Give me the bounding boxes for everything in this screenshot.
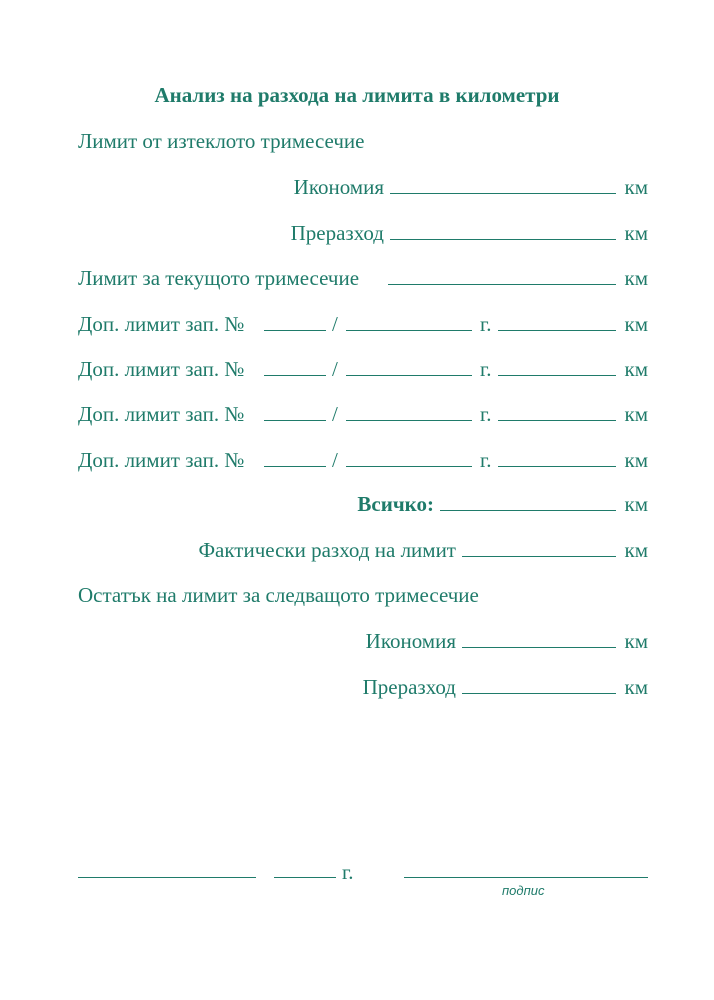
extra-limit-date-field[interactable] bbox=[346, 330, 472, 331]
place-field[interactable] bbox=[78, 877, 256, 878]
total-label: Всичко: bbox=[357, 492, 434, 516]
extra-limit-number-field[interactable] bbox=[264, 420, 326, 421]
slash: / bbox=[332, 357, 338, 381]
current-limit-field[interactable] bbox=[388, 284, 616, 285]
extra-limit-label: Доп. лимит зап. № bbox=[78, 312, 245, 336]
next-overrun-label: Преразход bbox=[362, 675, 456, 699]
extra-limit-label: Доп. лимит зап. № bbox=[78, 448, 245, 472]
extra-limit-date-field[interactable] bbox=[346, 466, 472, 467]
prev-overrun-unit: км bbox=[624, 221, 648, 245]
next-savings-label: Икономия bbox=[365, 629, 456, 653]
prev-savings-field[interactable] bbox=[390, 193, 616, 194]
current-limit-row bbox=[78, 265, 648, 291]
extra-limit-unit: км bbox=[624, 312, 648, 336]
extra-limit-label: Доп. лимит зап. № bbox=[78, 357, 245, 381]
next-overrun-field[interactable] bbox=[462, 693, 616, 694]
next-overrun-row bbox=[78, 674, 648, 700]
year-abbr: г. bbox=[480, 402, 492, 426]
extra-limit-row-2 bbox=[78, 356, 648, 382]
extra-limit-km-field[interactable] bbox=[498, 375, 616, 376]
extra-limit-date-field[interactable] bbox=[346, 375, 472, 376]
total-field[interactable] bbox=[440, 510, 616, 511]
prev-savings-label: Икономия bbox=[293, 175, 384, 199]
total-row bbox=[78, 491, 648, 517]
next-savings-field[interactable] bbox=[462, 647, 616, 648]
prev-overrun-field[interactable] bbox=[390, 239, 616, 240]
current-limit-unit: км bbox=[624, 266, 648, 290]
extra-limit-date-field[interactable] bbox=[346, 420, 472, 421]
extra-limit-number-field[interactable] bbox=[264, 375, 326, 376]
bottom-year-abbr: г. bbox=[342, 860, 354, 884]
year-abbr: г. bbox=[480, 312, 492, 336]
prev-overrun-label: Преразход bbox=[290, 221, 384, 245]
extra-limit-unit: км bbox=[624, 448, 648, 472]
slash: / bbox=[332, 402, 338, 426]
extra-limit-number-field[interactable] bbox=[264, 330, 326, 331]
signature-label: подпис bbox=[502, 883, 545, 898]
remainder-row bbox=[78, 582, 648, 608]
total-unit: км bbox=[624, 492, 648, 516]
prev-overrun-row bbox=[78, 220, 648, 246]
form-title: Анализ на разхода на лимита в километри bbox=[154, 83, 560, 107]
extra-limit-label: Доп. лимит зап. № bbox=[78, 402, 245, 426]
signature-field[interactable] bbox=[404, 877, 648, 878]
prev-limit-label: Лимит от изтеклото тримесечие bbox=[78, 129, 365, 153]
next-overrun-unit: км bbox=[624, 675, 648, 699]
extra-limit-row-3 bbox=[78, 401, 648, 427]
extra-limit-km-field[interactable] bbox=[498, 466, 616, 467]
extra-limit-number-field[interactable] bbox=[264, 466, 326, 467]
next-savings-row bbox=[78, 628, 648, 654]
prev-savings-unit: км bbox=[624, 175, 648, 199]
actual-usage-row bbox=[78, 537, 648, 563]
extra-limit-unit: км bbox=[624, 402, 648, 426]
year-abbr: г. bbox=[480, 357, 492, 381]
prev-savings-row bbox=[78, 174, 648, 200]
current-limit-label: Лимит за текущото тримесечие bbox=[78, 266, 360, 290]
slash: / bbox=[332, 312, 338, 336]
actual-usage-label: Фактически разход на лимит bbox=[198, 538, 456, 562]
extra-limit-km-field[interactable] bbox=[498, 420, 616, 421]
date-field[interactable] bbox=[274, 877, 336, 878]
extra-limit-km-field[interactable] bbox=[498, 330, 616, 331]
prev-limit-row bbox=[78, 128, 648, 154]
slash: / bbox=[332, 448, 338, 472]
remainder-label: Остатък на лимит за следващото тримесечие bbox=[78, 583, 479, 607]
extra-limit-row-4 bbox=[78, 447, 648, 473]
next-savings-unit: км bbox=[624, 629, 648, 653]
actual-usage-field[interactable] bbox=[462, 556, 616, 557]
year-abbr: г. bbox=[480, 448, 492, 472]
actual-usage-unit: км bbox=[624, 538, 648, 562]
extra-limit-unit: км bbox=[624, 357, 648, 381]
extra-limit-row-1 bbox=[78, 311, 648, 337]
